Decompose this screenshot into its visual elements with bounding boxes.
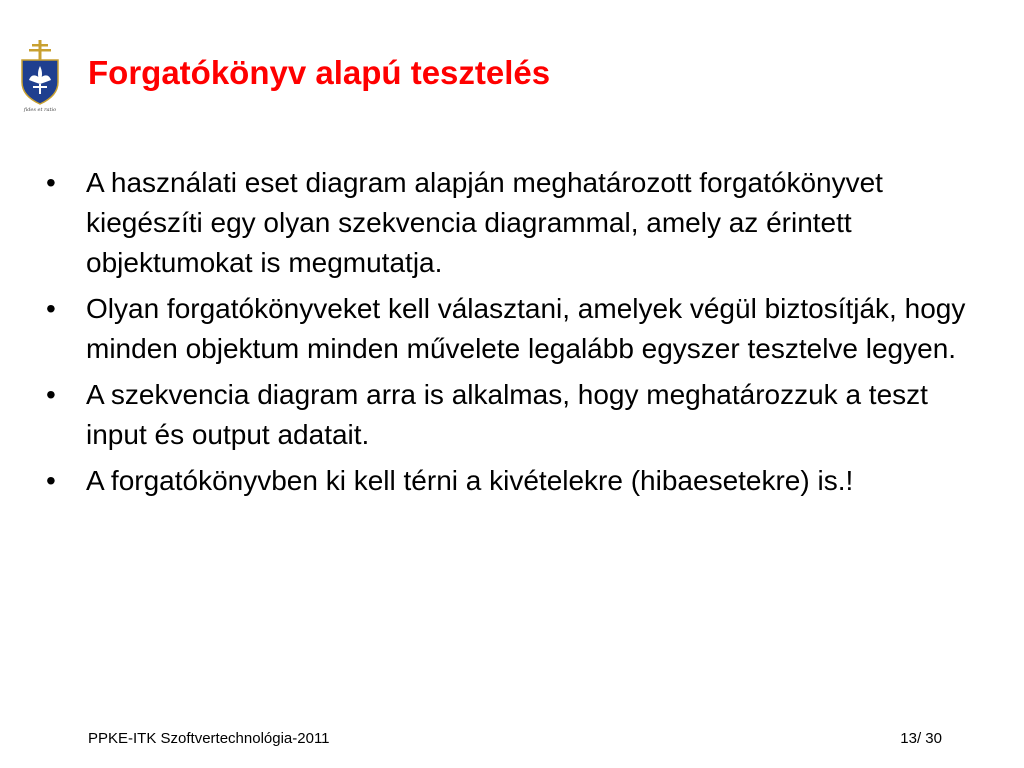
bullet-item: [44, 461, 974, 501]
bullet-dot: •: [46, 293, 56, 324]
bullet-item: [44, 289, 974, 369]
bullet-text: A szekvencia diagram arra is alkalmas, hogy meghatározzuk a teszt input és output adatait.: [86, 379, 928, 450]
bullet-item: [44, 375, 974, 455]
bullet-text: A forgatókönyvben ki kell térni a kivételekre (hibaesetekre) is.!: [86, 465, 854, 496]
bullet-text: Olyan forgatókönyveket kell választani, amelyek végül biztosítják, hogy minden objektum minden művelete legalább egyszer tesztelve legyen.: [86, 293, 966, 364]
bullet-text: A használati eset diagram alapján meghatározott forgatókönyvet kiegészíti egy olyan szekvencia diagrammal, amely az érintett objektumokat is megmutatja.: [86, 167, 883, 278]
university-crest-icon: [18, 38, 62, 114]
slide-title: Forgatókönyv alapú tesztelés: [88, 54, 551, 91]
footer-page-number: 13/ 30: [900, 730, 942, 747]
bullet-item: [44, 163, 974, 283]
bullet-dot: •: [46, 379, 56, 410]
bullet-list: [44, 163, 974, 507]
footer-course-label: PPKE-ITK Szoftvertechnológia-2011: [88, 730, 330, 747]
bullet-dot: •: [46, 167, 56, 198]
bullet-dot: •: [46, 465, 56, 496]
logo-motto: fides et ratio: [23, 107, 57, 113]
